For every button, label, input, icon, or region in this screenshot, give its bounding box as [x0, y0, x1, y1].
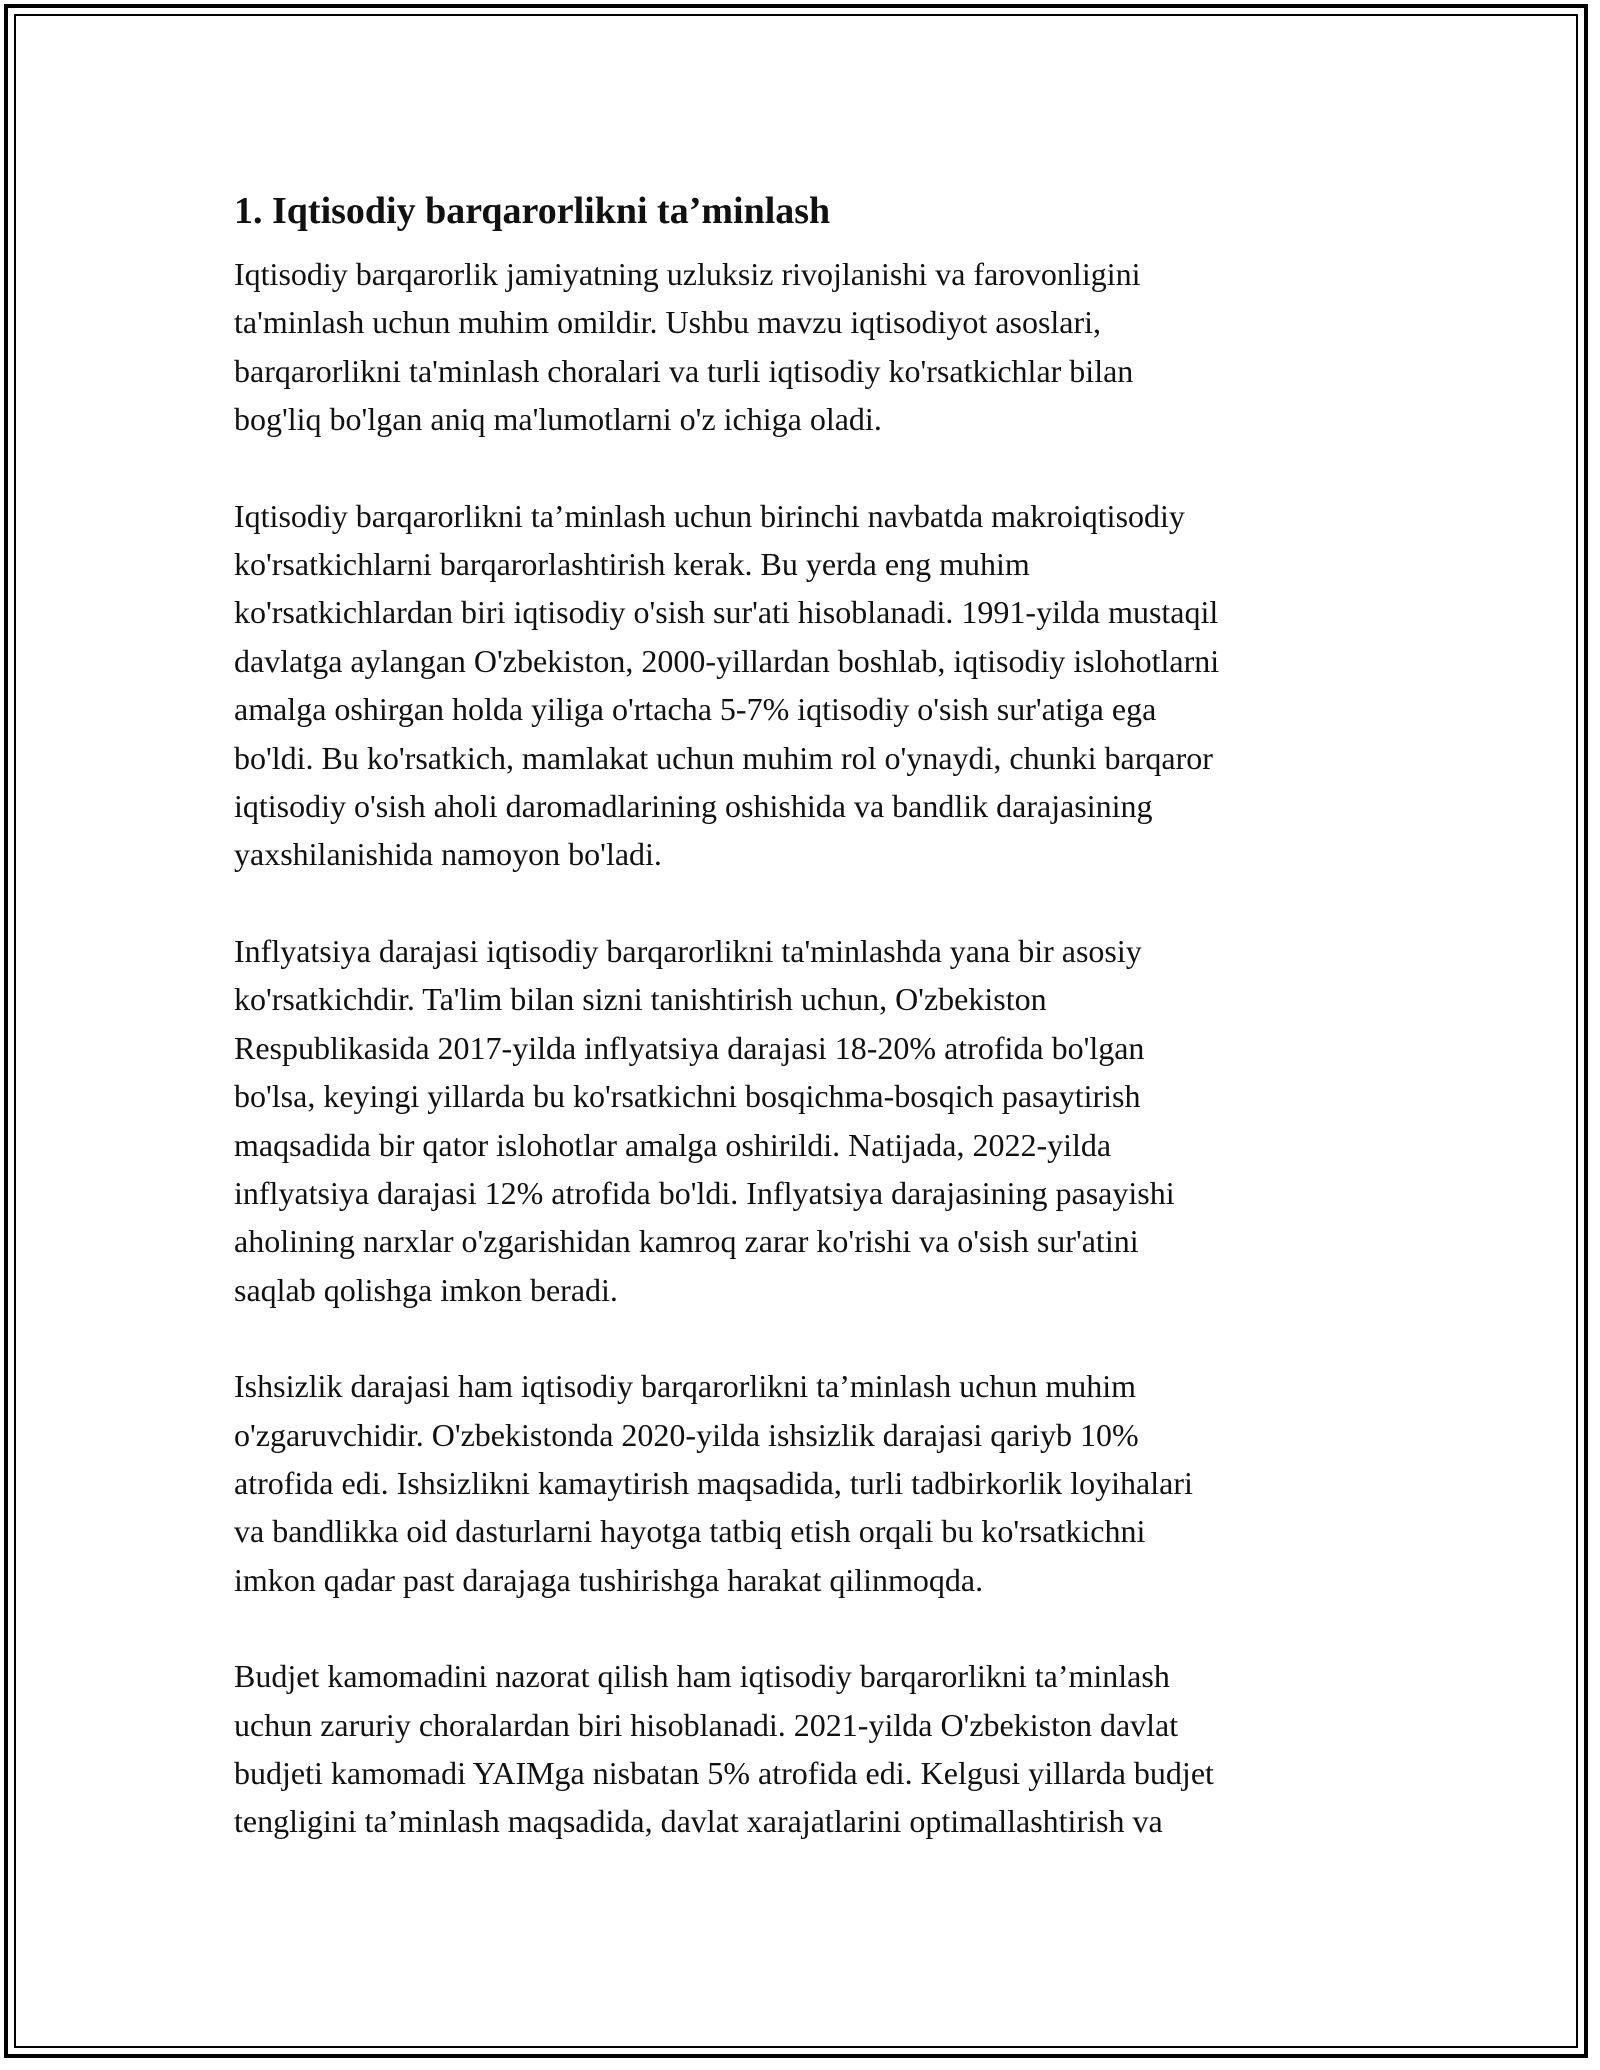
paragraph-line: bo'lsa, keyingi yillarda bu ko'rsatkichni bosqichma-bosqich pasaytirish	[234, 1078, 1141, 1115]
paragraph-3	[234, 927, 1374, 1314]
paragraph-line: ko'rsatkichlardan biri iqtisodiy o'sish sur'ati hisoblanadi. 1991-yilda mustaqil	[234, 594, 1219, 631]
paragraph-line: bog'liq bo'lgan aniq ma'lumotlarni o'z ichiga oladi.	[234, 401, 882, 438]
paragraph-line: Budjet kamomadini nazorat qilish ham iqtisodiy barqarorlikni ta’minlash	[234, 1658, 1170, 1695]
paragraph-line: budjeti kamomadi YAIMga nisbatan 5% atrofida edi. Kelgusi yillarda budjet	[234, 1754, 1214, 1791]
paragraph-line: va bandlikka oid dasturlarni hayotga tatbiq etish orqali bu ko'rsatkichni	[234, 1513, 1146, 1550]
paragraph-4	[234, 1362, 1374, 1604]
paragraph-line: Respublikasida 2017-yilda inflyatsiya darajasi 18-20% atrofida bo'lgan	[234, 1029, 1145, 1066]
paragraph-5	[234, 1652, 1374, 1846]
paragraph-line: Iqtisodiy barqarorlik jamiyatning uzluksiz rivojlanishi va farovonligini	[234, 256, 1141, 292]
paragraph-line: Iqtisodiy barqarorlikni ta’minlash uchun birinchi navbatda makroiqtisodiy	[234, 497, 1185, 534]
paragraph-line: ko'rsatkichlarni barqarorlashtirish kerak. Bu yerda eng muhim	[234, 546, 1030, 583]
paragraph-line: tengligini ta’minlash maqsadida, davlat xarajatlarini optimallashtirish va	[234, 1803, 1163, 1840]
paragraph-line: bo'ldi. Bu ko'rsatkich, mamlakat uchun muhim rol o'ynaydi, chunki barqaror	[234, 739, 1213, 776]
section-heading: 1. Iqtisodiy barqarorlikni ta’minlash	[234, 190, 831, 232]
paragraph-line: maqsadida bir qator islohotlar amalga oshirildi. Natijada, 2022-yilda	[234, 1126, 1112, 1163]
paragraph-line: o'zgaruvchidir. O'zbekistonda 2020-yilda ishsizlik darajasi qariyb 10%	[234, 1416, 1139, 1453]
paragraph-line: imkon qadar past darajaga tushirishga harakat qilinmoqda.	[234, 1561, 984, 1598]
paragraph-line: amalga oshirgan holda yiliga o'rtacha 5-7% iqtisodiy o'sish sur'atiga ega	[234, 691, 1157, 728]
paragraph-line: iqtisodiy o'sish aholi daromadlarining oshishida va bandlik darajasining	[234, 788, 1153, 825]
paragraph-line: davlatga aylangan O'zbekiston, 2000-yillardan boshlab, iqtisodiy islohotlarni	[234, 642, 1220, 679]
paragraph-1	[234, 250, 1374, 444]
paragraph-line: uchun zaruriy choralardan biri hisoblanadi. 2021-yilda O'zbekiston davlat	[234, 1706, 1179, 1743]
paragraph-line: Inflyatsiya darajasi iqtisodiy barqarorlikni ta'minlashda yana bir asosiy	[234, 932, 1142, 969]
paragraph-line: saqlab qolishga imkon beradi.	[234, 1271, 618, 1308]
paragraph-line: Ishsizlik darajasi ham iqtisodiy barqarorlikni ta’minlash uchun muhim	[234, 1368, 1137, 1405]
paragraph-line: barqarorlikni ta'minlash choralari va turli iqtisodiy ko'rsatkichlar bilan	[234, 352, 1134, 389]
paragraph-line: inflyatsiya darajasi 12% atrofida bo'ldi. Inflyatsiya darajasining pasayishi	[234, 1174, 1175, 1211]
paragraph-line: ta'minlash uchun muhim omildir. Ushbu mavzu iqtisodiyot asoslari,	[234, 304, 1102, 341]
paragraph-2	[234, 492, 1374, 879]
paragraph-line: atrofida edi. Ishsizlikni kamaytirish maqsadida, turli tadbirkorlik loyihalari	[234, 1464, 1193, 1501]
paragraph-line: aholining narxlar o'zgarishidan kamroq zarar ko'rishi va o'sish sur'atini	[234, 1223, 1139, 1260]
paragraph-line: ko'rsatkichdir. Ta'lim bilan sizni tanishtirish uchun, O'zbekiston	[234, 981, 1047, 1018]
paragraph-line: yaxshilanishida namoyon bo'ladi.	[234, 836, 662, 873]
document-body	[234, 186, 1374, 1894]
